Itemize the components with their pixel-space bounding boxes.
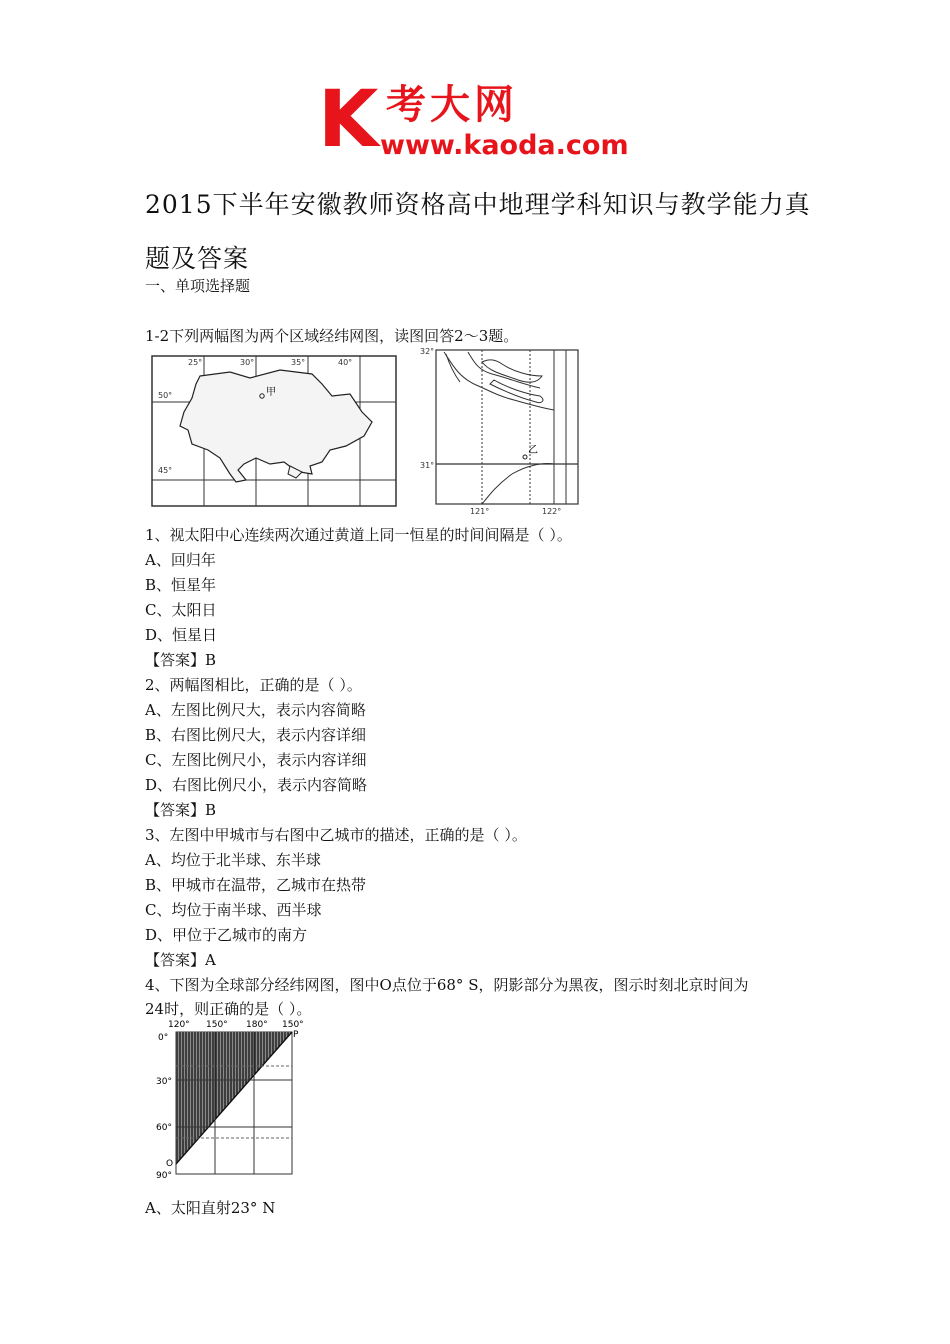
logo-brand-cn: 考大网 [386, 82, 518, 128]
day-night-graticule [152, 1016, 312, 1184]
q1-option-b: B、恒星年 [145, 576, 217, 594]
q4-stem-line-1: 4、下图为全球部分经纬网图，图中O点位于68° S，阴影部分为黑夜，图示时刻北京时间为 [145, 976, 749, 994]
section-heading: 一、单项选择题 [145, 277, 251, 295]
lat-label: 60° [156, 1123, 172, 1133]
q2-answer: 【答案】B [145, 801, 217, 819]
city-yi-label: 乙 [528, 445, 538, 456]
point-p-label: P [293, 1030, 299, 1040]
lon-label: 35° [291, 358, 306, 367]
q3-stem: 3、左图中甲城市与右图中乙城市的描述，正确的是（ ）。 [145, 826, 527, 844]
lon-label: 121° [470, 507, 490, 516]
lat-label: 31° [420, 461, 435, 470]
q3-option-d: D、甲位于乙城市的南方 [145, 926, 308, 944]
point-o-label: O [166, 1159, 174, 1169]
logo-url: www.kaoda.com [380, 130, 629, 160]
q3-option-a: A、均位于北半球、东半球 [145, 851, 321, 869]
kaoda-logo [318, 78, 648, 160]
lat-label: 45° [158, 466, 173, 475]
lat-label: 30° [156, 1077, 172, 1087]
q1-option-d: D、恒星日 [145, 626, 218, 644]
lon-label: 122° [542, 507, 562, 516]
q3-answer: 【答案】A [145, 951, 216, 969]
lon-label: 40° [338, 358, 353, 367]
lon-label: 30° [240, 358, 255, 367]
lat-label: 0° [158, 1033, 169, 1043]
document-title [145, 178, 825, 286]
q1-answer: 【答案】B [145, 651, 217, 669]
lon-label: 150° [282, 1020, 304, 1030]
lon-label: 180° [246, 1020, 268, 1030]
lat-label: 50° [158, 391, 173, 400]
title-line-1: 2015下半年安徽教师资格高中地理学科知识与教学能力真 [145, 190, 811, 219]
lat-label: 32° [420, 347, 435, 356]
left-graticule-map [150, 354, 400, 509]
title-line-2: 题及答案 [145, 244, 250, 273]
question-intro: 1-2下列两幅图为两个区域经纬网图，读图回答2～3题。 [145, 327, 519, 345]
city-jia-label: 甲 [266, 387, 276, 398]
lon-label: 25° [188, 358, 203, 367]
q3-option-b: B、甲城市在温带，乙城市在热带 [145, 876, 367, 894]
lon-label: 120° [168, 1020, 190, 1030]
q2-option-a: A、左图比例尺大，表示内容简略 [145, 701, 366, 719]
logo-letter-k: K [318, 78, 379, 160]
q2-option-c: C、左图比例尺小，表示内容详细 [145, 751, 367, 769]
q1-option-c: C、太阳日 [145, 601, 217, 619]
q1-stem: 1、视太阳中心连续两次通过黄道上同一恒星的时间间隔是（ ）。 [145, 526, 572, 544]
right-graticule-map [418, 344, 580, 516]
q4-option-a: A、太阳直射23° N [145, 1199, 276, 1217]
lon-label: 150° [206, 1020, 228, 1030]
q4-stem-line-2: 24时，则正确的是（ ）。 [145, 1000, 312, 1018]
q2-stem: 2、两幅图相比，正确的是（ ）。 [145, 676, 362, 694]
q2-option-d: D、右图比例尺小，表示内容简略 [145, 776, 368, 794]
lat-label: 90° [156, 1171, 172, 1181]
q3-option-c: C、均位于南半球、西半球 [145, 901, 322, 919]
q2-option-b: B、右图比例尺大，表示内容详细 [145, 726, 367, 744]
q1-option-a: A、回归年 [145, 551, 216, 569]
